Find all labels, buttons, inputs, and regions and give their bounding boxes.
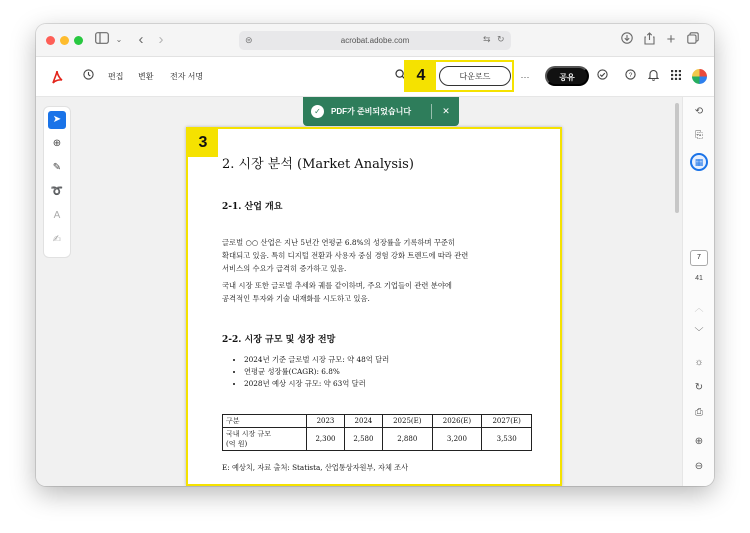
more-options-icon[interactable]: ··· bbox=[520, 72, 530, 82]
current-page-box[interactable]: 7 bbox=[690, 250, 708, 266]
text-box-icon[interactable]: A bbox=[53, 210, 61, 221]
svg-text:?: ? bbox=[628, 72, 632, 79]
close-icon[interactable]: ✕ bbox=[442, 106, 450, 116]
zoom-out-icon[interactable]: ⊖ bbox=[694, 461, 704, 472]
table-row-label bbox=[223, 428, 307, 451]
list-item: • 2024년 기준 글로벌 시장 규모: 약 48억 달러 bbox=[244, 354, 389, 366]
acrobat-logo-icon[interactable] bbox=[50, 69, 64, 85]
source-note: E: 예상치, 자료 출처: Statista, 산업통상자원부, 자체 조사 bbox=[222, 463, 409, 472]
address-bar[interactable] bbox=[239, 31, 511, 50]
menu-edit[interactable]: 편집 bbox=[108, 72, 124, 81]
pdf-ready-toast bbox=[303, 97, 459, 126]
url-text: acrobat.adobe.com bbox=[340, 36, 410, 45]
section-2-heading: 2-2. 시장 규모 및 성장 전망 bbox=[222, 335, 336, 345]
check-circle-icon: ✓ bbox=[311, 105, 324, 118]
signature-icon[interactable]: ✍ bbox=[52, 234, 62, 245]
reload-icon[interactable]: ↻ bbox=[497, 34, 505, 44]
table-row bbox=[223, 428, 532, 451]
annotation-marker-3: 3 bbox=[188, 129, 218, 157]
list-item: • 2028년 예상 시장 규모: 약 63억 달러 bbox=[244, 378, 389, 390]
toast-divider bbox=[431, 104, 432, 119]
share-icon[interactable] bbox=[642, 32, 656, 48]
market-size-table bbox=[222, 414, 532, 451]
menu-e-sign[interactable]: 전자 서명 bbox=[170, 72, 204, 81]
total-pages: 41 bbox=[695, 275, 703, 282]
back-icon[interactable]: ‹ bbox=[138, 31, 144, 48]
row-label-line: 국내 시장 규모 bbox=[226, 430, 272, 438]
minimize-window-button[interactable] bbox=[60, 36, 69, 45]
section-title: 2. 시장 분석 (Market Analysis) bbox=[222, 157, 414, 172]
right-tool-rail bbox=[682, 97, 714, 486]
user-avatar[interactable] bbox=[692, 69, 707, 84]
document-workspace bbox=[36, 97, 714, 486]
table-header-cell: 2024 bbox=[344, 415, 382, 428]
browser-window bbox=[36, 24, 714, 486]
row-label-line: (억 원) bbox=[226, 440, 248, 448]
section-1-paragraph-2 bbox=[222, 279, 534, 305]
pen-annotate-icon[interactable]: ✎ bbox=[52, 162, 62, 173]
text-line: 국내 시장 또한 글로벌 추세와 궤를 같이하며, 주요 기업들이 관련 분야에 bbox=[222, 281, 452, 290]
table-header-cell: 2025(E) bbox=[382, 415, 432, 428]
text-line: 확대되고 있음. 특히 디지털 전환과 사용자 중심 경험 강화 트렌드에 따라 관련 bbox=[222, 251, 469, 260]
table-cell: 2,880 bbox=[382, 428, 432, 451]
browser-chrome bbox=[36, 24, 714, 57]
table-header-cell: 2026(E) bbox=[432, 415, 482, 428]
ai-assistant-icon[interactable]: ⟲ bbox=[694, 106, 704, 117]
freehand-draw-icon[interactable]: ➰ bbox=[50, 186, 64, 197]
text-line: 공격적인 투자와 기술 내재화를 시도하고 있음. bbox=[222, 294, 370, 303]
vertical-scrollbar[interactable] bbox=[675, 103, 679, 213]
sidebar-toggle-icon[interactable] bbox=[94, 32, 110, 48]
zoom-comment-icon[interactable]: ⊕ bbox=[52, 138, 62, 149]
help-icon[interactable] bbox=[622, 69, 638, 85]
table-header-cell: 2027(E) bbox=[482, 415, 532, 428]
translate-icon[interactable]: ⇆ bbox=[483, 34, 491, 44]
text-line: 서비스의 수요가 급격히 증가하고 있음. bbox=[222, 264, 347, 273]
table-cell: 3,200 bbox=[432, 428, 482, 451]
download-manager-icon[interactable] bbox=[620, 32, 634, 48]
chevron-down-icon[interactable]: ⌄ bbox=[115, 35, 123, 44]
notification-bell-icon[interactable] bbox=[645, 69, 661, 85]
task-check-icon[interactable] bbox=[594, 69, 610, 85]
table-cell: 3,530 bbox=[482, 428, 532, 451]
forward-icon[interactable]: › bbox=[158, 31, 164, 48]
page-settings-icon[interactable]: ⊜ bbox=[245, 35, 253, 45]
market-bullet-list bbox=[234, 354, 389, 390]
section-1-heading: 2-1. 산업 개요 bbox=[222, 202, 283, 212]
new-tab-icon[interactable]: + bbox=[666, 31, 676, 48]
rotate-icon[interactable]: ↻ bbox=[694, 382, 704, 393]
table-header-cell: 2023 bbox=[307, 415, 345, 428]
app-grid-icon[interactable] bbox=[668, 69, 684, 85]
zoom-in-icon[interactable]: ⊕ bbox=[694, 436, 704, 447]
document-search-icon[interactable]: ⎙ bbox=[695, 407, 703, 418]
bookmark-icon[interactable]: ⎘ bbox=[695, 130, 703, 141]
recent-icon[interactable] bbox=[80, 69, 96, 85]
table-cell: 2,580 bbox=[344, 428, 382, 451]
table-header-cell: 구분 bbox=[223, 415, 307, 428]
tab-overview-icon[interactable] bbox=[686, 32, 700, 48]
close-window-button[interactable] bbox=[46, 36, 55, 45]
share-button[interactable]: 공유 bbox=[545, 66, 589, 86]
table-header-row bbox=[223, 415, 532, 428]
list-item: • 연평균 성장률(CAGR): 6.8% bbox=[244, 366, 389, 378]
select-cursor-icon[interactable]: ➤ bbox=[48, 111, 66, 129]
toast-message: PDF가 준비되었습니다 bbox=[331, 107, 412, 116]
acrobat-toolbar bbox=[36, 57, 714, 97]
thumbnails-icon[interactable]: ▦ bbox=[690, 153, 708, 171]
highlight-box-download bbox=[404, 60, 514, 92]
chevron-down-icon[interactable]: ﹀ bbox=[694, 327, 704, 337]
zoom-window-button[interactable] bbox=[74, 36, 83, 45]
menu-convert[interactable]: 변환 bbox=[138, 72, 154, 81]
table-cell: 2,300 bbox=[307, 428, 345, 451]
brightness-icon[interactable]: ☼ bbox=[694, 357, 704, 368]
pdf-page bbox=[186, 127, 562, 486]
section-1-paragraph-1 bbox=[222, 236, 534, 275]
left-tool-palette bbox=[44, 107, 70, 257]
download-button[interactable]: 다운로드 bbox=[439, 66, 511, 86]
chevron-up-icon[interactable]: ︿ bbox=[694, 303, 704, 313]
text-line: 글로벌 ○○ 산업은 지난 5년간 연평균 6.8%의 성장률을 기록하며 꾸준히 bbox=[222, 238, 456, 247]
annotation-marker-4: 4 bbox=[406, 62, 436, 90]
